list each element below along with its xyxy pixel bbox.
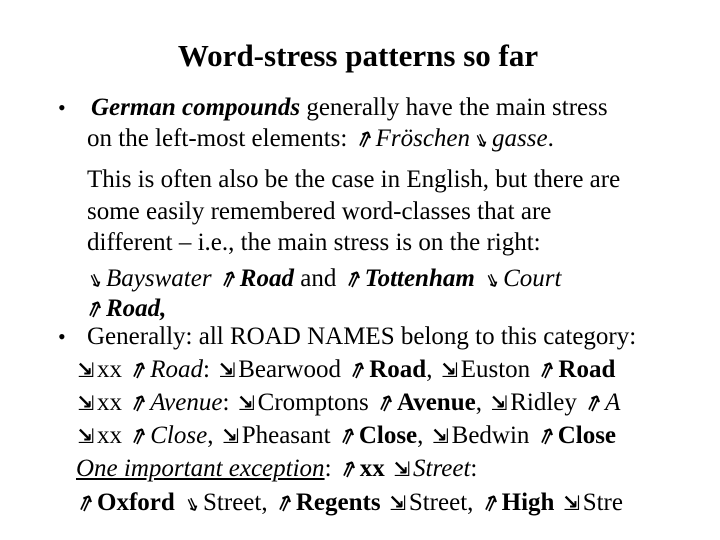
tottenham-word: Tottenham <box>364 265 482 292</box>
street-word: Street <box>408 489 468 516</box>
line-1 <box>91 93 608 123</box>
bedwin-word: Bedwin <box>451 422 536 449</box>
euston-word: Euston <box>460 356 537 383</box>
secondary-stress-icon: ⇘ <box>181 492 203 517</box>
road-bold: Road <box>369 356 427 383</box>
primary-stress-icon: ⇗ <box>72 488 99 519</box>
tertiary-stress-icon: ⇲ <box>77 391 95 415</box>
tertiary-stress-icon: ⇲ <box>432 424 450 448</box>
bearwood-word: Bearwood <box>238 356 348 383</box>
line-2 <box>87 124 554 156</box>
tertiary-stress-icon: ⇲ <box>222 424 240 448</box>
tertiary-stress-icon: ⇲ <box>218 358 236 382</box>
primary-stress-icon: ⇗ <box>335 454 362 485</box>
line-1-text: generally have the main stress <box>300 94 608 121</box>
avenue-bold: Avenue <box>397 389 476 416</box>
bayswater-word: Bayswater <box>106 265 218 292</box>
comma: , <box>417 422 430 449</box>
german-compounds-term: German compounds <box>91 94 301 121</box>
line-13 <box>72 488 623 520</box>
street-italic: Street <box>413 455 471 482</box>
primary-stress-icon: ⇗ <box>372 388 399 419</box>
primary-stress-icon: ⇗ <box>126 421 153 452</box>
line-2-text: on the left-most elements: <box>87 125 354 152</box>
tertiary-stress-icon: ⇲ <box>389 491 407 515</box>
primary-stress-icon: ⇗ <box>477 488 504 519</box>
close-italic: Close <box>150 422 208 449</box>
primary-stress-icon: ⇗ <box>345 355 372 386</box>
street-clipped: Stre <box>582 489 623 516</box>
important-exception-text: One important exception <box>76 455 325 482</box>
pheasant-word: Pheasant <box>241 422 337 449</box>
line-9 <box>75 355 615 386</box>
tertiary-stress-icon: ⇲ <box>490 391 508 415</box>
line-4: some easily remembered word-classes that are <box>87 198 552 225</box>
line-6 <box>84 264 561 296</box>
secondary-stress-icon: ⇘ <box>84 268 106 293</box>
line-10 <box>75 388 620 419</box>
primary-stress-icon: ⇗ <box>340 264 367 295</box>
road-comma: Road, <box>106 295 167 322</box>
bullet-1: • <box>58 95 66 120</box>
close-bold-clipped: Close <box>557 422 617 449</box>
secondary-stress-icon: ⇘ <box>481 268 503 293</box>
secondary-stress-icon: ⇘ <box>470 128 492 153</box>
comma: , <box>261 489 274 516</box>
colon: : <box>470 455 478 482</box>
xx-text: xx <box>97 422 129 449</box>
primary-stress-icon: ⇗ <box>126 388 153 419</box>
bullet-2: • <box>58 324 66 349</box>
oxford-word: Oxford <box>97 489 182 516</box>
line-8: Generally: all ROAD NAMES belong to this category: <box>87 323 637 350</box>
primary-stress-icon: ⇗ <box>215 264 242 295</box>
slide-title: Word-stress patterns so far <box>177 38 539 73</box>
tertiary-stress-icon: ⇲ <box>441 358 459 382</box>
primary-stress-icon: ⇗ <box>534 355 561 386</box>
regents-word: Regents <box>295 489 387 516</box>
xx-text: xx <box>97 356 129 383</box>
xx-bold: xx <box>359 455 392 482</box>
xx-text: xx <box>97 389 129 416</box>
gasse-word: gasse <box>492 125 548 152</box>
road-bold-clipped: Road <box>558 356 616 383</box>
street-word: Street <box>203 489 262 516</box>
tertiary-stress-icon: ⇲ <box>393 457 411 481</box>
and-word: and <box>293 265 343 292</box>
froschen-word: Fröschen <box>375 125 471 152</box>
cromptons-word: Cromptons <box>257 389 376 416</box>
road-italic: Road <box>150 356 204 383</box>
primary-stress-icon: ⇗ <box>271 488 298 519</box>
tertiary-stress-icon: ⇲ <box>77 358 95 382</box>
primary-stress-icon: ⇗ <box>533 421 560 452</box>
road-word: Road <box>239 265 294 292</box>
colon: : <box>324 455 338 482</box>
ridley-word: Ridley <box>510 389 584 416</box>
avenue-italic: Avenue <box>150 389 223 416</box>
comma: , <box>475 389 489 416</box>
primary-stress-icon: ⇗ <box>351 124 378 155</box>
high-word: High <box>501 489 561 516</box>
colon: : <box>203 356 217 383</box>
court-word: Court <box>503 265 562 292</box>
period: . <box>547 125 554 152</box>
comma: , <box>207 422 220 449</box>
line-3: This is often also be the case in English, but there are <box>87 166 621 193</box>
line-12 <box>76 454 477 485</box>
primary-stress-icon: ⇗ <box>334 421 361 452</box>
tertiary-stress-icon: ⇲ <box>238 391 256 415</box>
line-7 <box>81 294 167 325</box>
primary-stress-icon: ⇗ <box>81 294 108 325</box>
primary-stress-icon: ⇗ <box>126 355 153 386</box>
tertiary-stress-icon: ⇲ <box>563 491 581 515</box>
comma: , <box>426 356 439 383</box>
close-bold: Close <box>358 422 418 449</box>
line-11 <box>75 421 616 452</box>
comma: , <box>467 489 480 516</box>
avenue-clipped: A <box>605 389 621 416</box>
primary-stress-icon: ⇗ <box>581 388 607 419</box>
tertiary-stress-icon: ⇲ <box>77 424 95 448</box>
line-5: different – i.e., the main stress is on the right: <box>87 229 541 256</box>
colon: : <box>222 389 236 416</box>
